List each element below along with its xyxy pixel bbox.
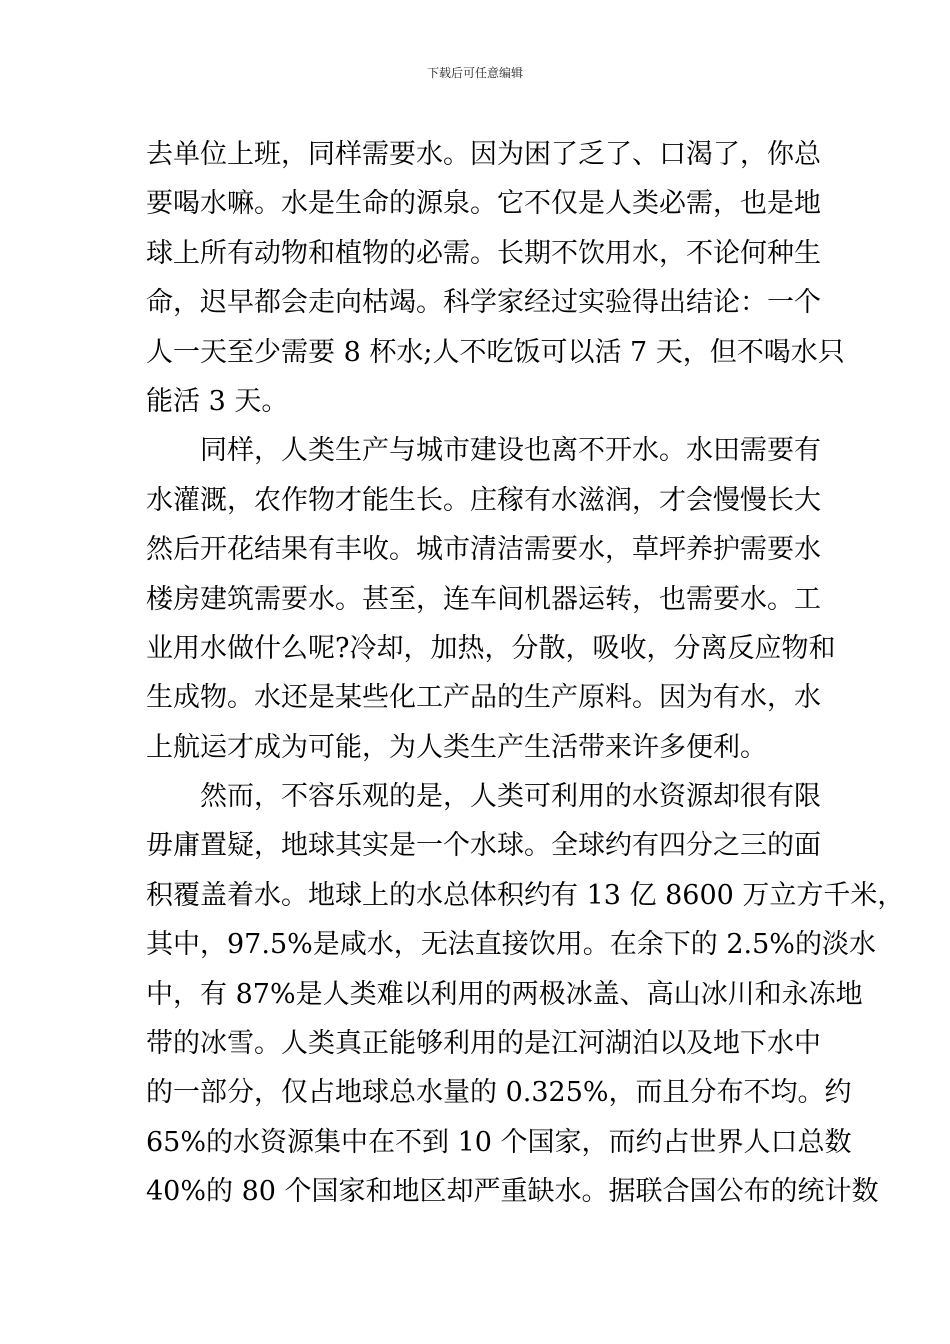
text-line: 要喝水嘛。水是生命的源泉。它不仅是人类必需，也是地 bbox=[146, 188, 821, 220]
text-line: 水灌溉，农作物才能生长。庄稼有水滋润，才会慢慢长大 bbox=[146, 484, 821, 516]
text-line: 能活 3 天。 bbox=[146, 385, 289, 417]
text-line: 中，有 87%是人类难以利用的两极冰盖、高山冰川和永冻地 bbox=[146, 978, 863, 1010]
text-line: 去单位上班，同样需要水。因为困了乏了、口渴了，你总 bbox=[146, 139, 821, 170]
text-line: 65%的水资源集中在不到 10 个国家，而约占世界人口总数 bbox=[146, 1126, 852, 1158]
text-line: 楼房建筑需要水。甚至，连车间机器运转，也需要水。工 bbox=[146, 583, 821, 615]
text-line: 命，迟早都会走向枯竭。科学家经过实验得出结论：一个 bbox=[146, 287, 821, 319]
paragraph-start-line: 然而，不容乐观的是，人类可利用的水资源却很有限 bbox=[200, 781, 821, 813]
paragraph-start-line: 同样，人类生产与城市建设也离不开水。水田需要有 bbox=[200, 435, 821, 467]
text-line: 其中，97.5%是咸水，无法直接饮用。在余下的 2.5%的淡水 bbox=[146, 929, 876, 961]
text-line: 生成物。水还是某些化工产品的生产原料。因为有水，水 bbox=[146, 682, 821, 714]
document-body bbox=[146, 130, 905, 1217]
text-line: 球上所有动物和植物的必需。长期不饮用水，不论何种生 bbox=[146, 237, 821, 269]
text-line: 然后开花结果有丰收。城市清洁需要水，草坪养护需要水 bbox=[146, 534, 821, 566]
text-line: 的一部分，仅占地球总水量的 0.325%，而且分布不均。约 bbox=[146, 1077, 852, 1109]
text-line: 人一天至少需要 8 杯水;人不吃饭可以活 7 天，但不喝水只 bbox=[146, 336, 845, 368]
text-line: 40%的 80 个国家和地区却严重缺水。据联合国公布的统计数 bbox=[146, 1176, 879, 1208]
text-line: 积覆盖着水。地球上的水总体积约有 13 亿 8600 万立方千米， bbox=[146, 879, 905, 911]
text-line: 带的冰雪。人类真正能够利用的是江河湖泊以及地下水中 bbox=[146, 1028, 821, 1060]
text-line: 业用水做什么呢?冷却，加热，分散，吸收，分离反应物和 bbox=[146, 632, 836, 664]
page-header: 下载后可任意编辑 bbox=[426, 66, 523, 80]
text-line: 毋庸置疑，地球其实是一个水球。全球约有四分之三的面 bbox=[146, 830, 821, 862]
text-line: 上航运才成为可能，为人类生产生活带来许多便利。 bbox=[146, 731, 767, 763]
